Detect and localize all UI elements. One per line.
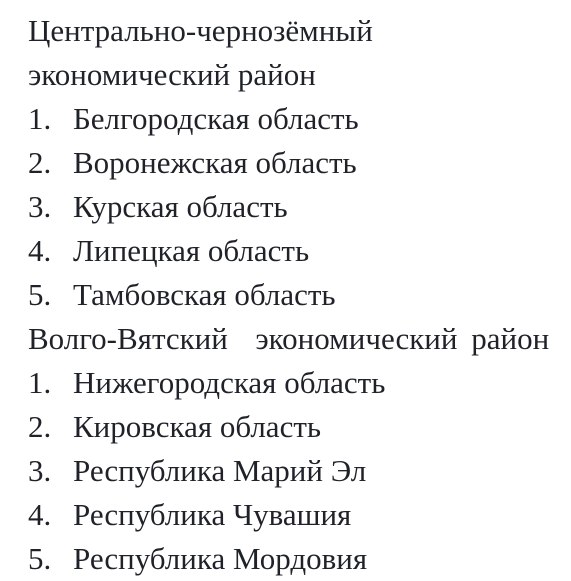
list-item-text: Кировская область [73,409,322,444]
list-item-number: 4. [28,497,52,532]
region-title-line-1: Центрально-чернозёмный [28,13,373,48]
list-item-text: Тамбовская область [73,277,336,312]
region-title-line-2: экономический район [28,57,316,92]
list-item-text: Липецкая область [73,233,310,268]
list-item-text: Нижегородская область [73,365,386,400]
list-item [28,493,571,537]
list-item-number: 5. [28,277,52,312]
list-item-number: 2. [28,145,52,180]
list-item-text: Республика Чувашия [73,497,352,532]
list-item-text: Курская область [73,189,288,224]
list-item-number: 4. [28,233,52,268]
list-item [28,449,571,493]
list-item-number: 1. [28,101,52,136]
list-item [28,273,571,317]
list-item [28,97,571,141]
list-item-text: Республика Мордовия [73,541,368,576]
list-item [28,361,571,405]
list-item-text: Воронежская область [73,145,357,180]
region-title-line-1: Волго-Вятский экономический район [28,321,550,356]
list-item [28,229,571,273]
list-item-number: 3. [28,453,52,488]
list-item [28,141,571,185]
list-item-number: 1. [28,365,52,400]
list-item-number: 5. [28,541,52,576]
list-item [28,537,571,581]
list-item [28,185,571,229]
list-item-text: Белгородская область [73,101,359,136]
list-item-number: 3. [28,189,52,224]
document-body [28,9,571,581]
list-item-text: Республика Марий Эл [73,453,367,488]
list-item-number: 2. [28,409,52,444]
list-item [28,405,571,449]
